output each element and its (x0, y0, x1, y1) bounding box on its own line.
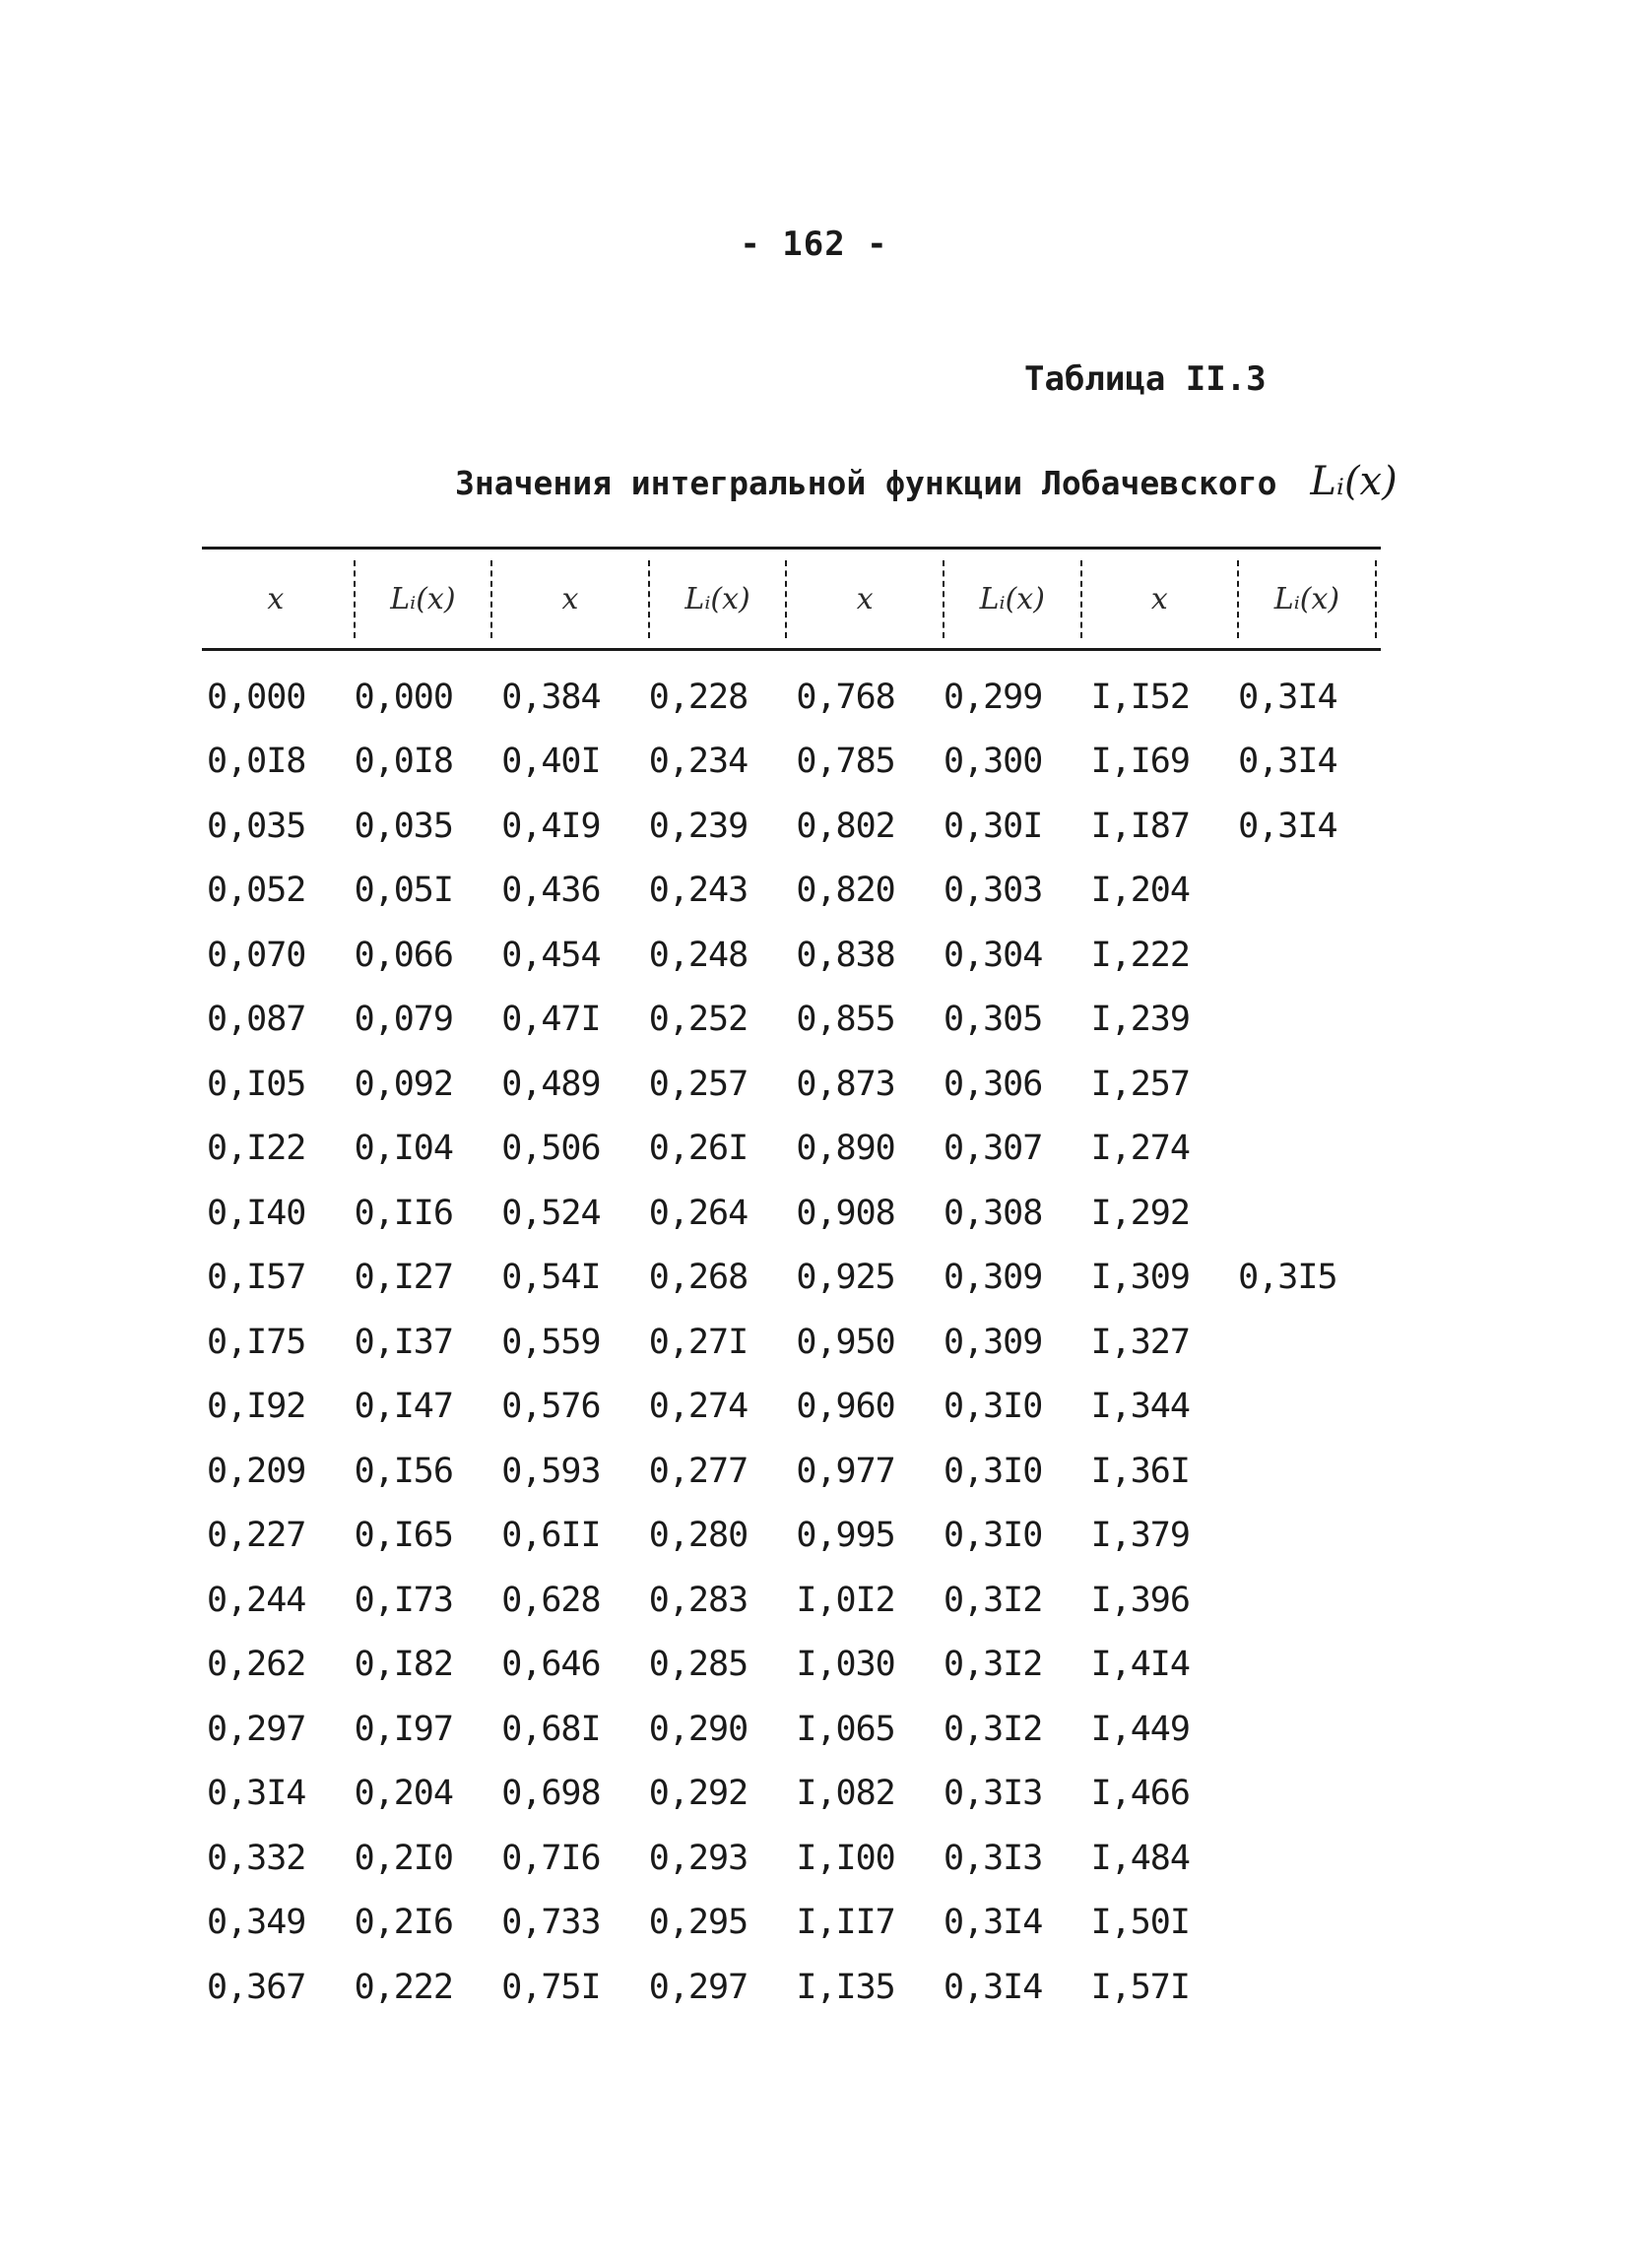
table-label: Таблица II.3 (1024, 359, 1267, 399)
cell-li: 0,306 (943, 1064, 1043, 1104)
cell-x: 0,4I9 (501, 806, 601, 846)
cell-x: 0,559 (501, 1322, 601, 1362)
cell-li: 0,I04 (354, 1129, 453, 1169)
cell-li: 0,3I3 (943, 1838, 1043, 1878)
cell-x: 0,I75 (207, 1322, 306, 1362)
header-x-4: x (1150, 581, 1168, 616)
cell-li: 0,3I0 (943, 1451, 1043, 1491)
table-row (202, 1181, 1381, 1246)
cell-x: I,344 (1090, 1387, 1190, 1427)
cell-li: 0,303 (943, 871, 1043, 911)
table-row (202, 730, 1381, 795)
table-row (202, 794, 1381, 859)
cell-li: 0,I73 (354, 1580, 453, 1620)
cell-x: I,222 (1090, 935, 1190, 975)
table-row (202, 1117, 1381, 1182)
cell-x: I,204 (1090, 871, 1190, 911)
header-li-2: Lᵢ(x) (644, 582, 792, 616)
cell-x: 0,785 (796, 742, 895, 782)
cell-li: 0,307 (943, 1129, 1043, 1169)
cell-x: 0,297 (207, 1709, 306, 1749)
cell-x: 0,995 (796, 1516, 895, 1556)
cell-x: I,I35 (796, 1967, 895, 2007)
cell-x: I,466 (1090, 1774, 1190, 1814)
cell-li: 0,066 (354, 935, 453, 975)
cell-x: 0,227 (207, 1516, 306, 1556)
cell-x: 0,698 (501, 1774, 601, 1814)
cell-li: 0,309 (943, 1322, 1043, 1362)
cell-x: I,082 (796, 1774, 895, 1814)
cell-li: 0,3I4 (1238, 677, 1337, 717)
cell-li: 0,2I6 (354, 1903, 453, 1943)
cell-x: 0,54I (501, 1258, 601, 1298)
cell-x: 0,070 (207, 935, 306, 975)
cell-li: 0,I65 (354, 1516, 453, 1556)
cell-li: 0,3I5 (1238, 1258, 1337, 1298)
cell-li: 0,3I3 (943, 1774, 1043, 1814)
table-row (202, 665, 1381, 730)
cell-li: 0,234 (648, 742, 749, 782)
cell-li: 0,243 (648, 871, 749, 911)
cell-x: 0,908 (796, 1193, 895, 1233)
cell-li: 0,II6 (354, 1193, 453, 1233)
table-row (202, 1375, 1381, 1440)
cell-x: 0,367 (207, 1967, 306, 2007)
caption-text: Значения интегральной функции Лобачевского (455, 464, 1277, 502)
cell-li: 0,I47 (354, 1387, 453, 1427)
cell-x: 0,873 (796, 1064, 895, 1104)
cell-x: 0,68I (501, 1709, 601, 1749)
cell-li: 0,277 (648, 1451, 749, 1491)
cell-li: 0,239 (648, 806, 749, 846)
cell-x: 0,576 (501, 1387, 601, 1427)
cell-x: I,I87 (1090, 806, 1190, 846)
cell-x: I,379 (1090, 1516, 1190, 1556)
cell-x: 0,I22 (207, 1129, 306, 1169)
table-body (202, 665, 1381, 2020)
cell-x: 0,000 (207, 677, 306, 717)
cell-x: 0,6II (501, 1516, 601, 1556)
cell-x: I,292 (1090, 1193, 1190, 1233)
table-row (202, 859, 1381, 924)
table-row (202, 923, 1381, 988)
header-x-3: x (856, 581, 874, 616)
cell-x: 0,0I8 (207, 742, 306, 782)
cell-li: 0,300 (943, 742, 1043, 782)
header-x-1: x (267, 581, 285, 616)
cell-x: I,274 (1090, 1129, 1190, 1169)
cell-li: 0,3I2 (943, 1580, 1043, 1620)
cell-li: 0,280 (648, 1516, 749, 1556)
cell-x: I,449 (1090, 1709, 1190, 1749)
cell-x: 0,838 (796, 935, 895, 975)
cell-x: 0,I05 (207, 1064, 306, 1104)
cell-li: 0,252 (648, 1000, 749, 1040)
cell-li: 0,27I (648, 1322, 749, 1362)
table-row (202, 1762, 1381, 1827)
cell-li: 0,I56 (354, 1451, 453, 1491)
cell-li: 0,0I8 (354, 742, 453, 782)
cell-x: 0,489 (501, 1064, 601, 1104)
cell-li: 0,3I2 (943, 1645, 1043, 1685)
cell-li: 0,000 (354, 677, 453, 717)
cell-li: 0,290 (648, 1709, 749, 1749)
cell-x: 0,7I6 (501, 1838, 601, 1878)
cell-x: I,0I2 (796, 1580, 895, 1620)
cell-x: 0,855 (796, 1000, 895, 1040)
cell-li: 0,304 (943, 935, 1043, 975)
cell-x: 0,960 (796, 1387, 895, 1427)
cell-x: I,4I4 (1090, 1645, 1190, 1685)
cell-li: 0,283 (648, 1580, 749, 1620)
cell-li: 0,3I4 (943, 1967, 1043, 2007)
cell-x: 0,75I (501, 1967, 601, 2007)
table-header-rule (202, 648, 1381, 651)
header-li-1: Lᵢ(x) (350, 582, 497, 616)
cell-li: 0,299 (943, 677, 1043, 717)
cell-x: 0,I57 (207, 1258, 306, 1298)
cell-li: 0,285 (648, 1645, 749, 1685)
lobachevsky-table (202, 547, 1381, 2020)
cell-x: 0,890 (796, 1129, 895, 1169)
cell-li: 0,2I0 (354, 1838, 453, 1878)
cell-x: 0,768 (796, 677, 895, 717)
cell-x: 0,733 (501, 1903, 601, 1943)
cell-li: 0,079 (354, 1000, 453, 1040)
cell-li: 0,3I0 (943, 1387, 1043, 1427)
table-row (202, 1891, 1381, 1956)
cell-x: 0,I92 (207, 1387, 306, 1427)
cell-li: 0,3I2 (943, 1709, 1043, 1749)
cell-li: 0,257 (648, 1064, 749, 1104)
caption-function: Lᵢ(x) (1310, 459, 1398, 504)
cell-x: I,II7 (796, 1903, 895, 1943)
cell-li: 0,26I (648, 1129, 749, 1169)
cell-x: I,309 (1090, 1258, 1190, 1298)
table-row (202, 1246, 1381, 1311)
cell-x: 0,332 (207, 1838, 306, 1878)
cell-li: 0,309 (943, 1258, 1043, 1298)
cell-li: 0,248 (648, 935, 749, 975)
cell-x: I,257 (1090, 1064, 1190, 1104)
cell-x: I,I69 (1090, 742, 1190, 782)
cell-x: I,36I (1090, 1451, 1190, 1491)
table-row (202, 988, 1381, 1053)
cell-li: 0,30I (943, 806, 1043, 846)
cell-x: I,I52 (1090, 677, 1190, 717)
cell-x: 0,593 (501, 1451, 601, 1491)
cell-x: 0,087 (207, 1000, 306, 1040)
cell-li: 0,292 (648, 1774, 749, 1814)
cell-x: 0,925 (796, 1258, 895, 1298)
cell-x: I,239 (1090, 1000, 1190, 1040)
cell-li: 0,I27 (354, 1258, 453, 1298)
cell-li: 0,I37 (354, 1322, 453, 1362)
cell-li: 0,3I0 (943, 1516, 1043, 1556)
cell-x: 0,035 (207, 806, 306, 846)
cell-li: 0,222 (354, 1967, 453, 2007)
cell-li: 0,I82 (354, 1645, 453, 1685)
table-row (202, 1310, 1381, 1375)
table-row (202, 1955, 1381, 2020)
cell-li: 0,05I (354, 871, 453, 911)
cell-x: 0,I40 (207, 1193, 306, 1233)
cell-li: 0,092 (354, 1064, 453, 1104)
cell-x: I,396 (1090, 1580, 1190, 1620)
cell-li: 0,308 (943, 1193, 1043, 1233)
cell-li: 0,3I4 (943, 1903, 1043, 1943)
header-li-4: Lᵢ(x) (1233, 582, 1381, 616)
cell-x: 0,646 (501, 1645, 601, 1685)
cell-x: 0,436 (501, 871, 601, 911)
cell-x: I,50I (1090, 1903, 1190, 1943)
table-row (202, 1504, 1381, 1569)
cell-li: 0,3I4 (1238, 742, 1337, 782)
cell-x: 0,950 (796, 1322, 895, 1362)
cell-x: I,327 (1090, 1322, 1190, 1362)
cell-x: 0,209 (207, 1451, 306, 1491)
cell-x: 0,262 (207, 1645, 306, 1685)
table-row (202, 1697, 1381, 1762)
header-li-3: Lᵢ(x) (939, 582, 1086, 616)
cell-li: 0,293 (648, 1838, 749, 1878)
page-number: - 162 - (740, 225, 888, 264)
cell-li: 0,264 (648, 1193, 749, 1233)
cell-x: I,065 (796, 1709, 895, 1749)
cell-li: 0,268 (648, 1258, 749, 1298)
cell-li: 0,295 (648, 1903, 749, 1943)
cell-li: 0,228 (648, 677, 749, 717)
table-row (202, 1439, 1381, 1504)
cell-x: 0,3I4 (207, 1774, 306, 1814)
cell-x: 0,506 (501, 1129, 601, 1169)
cell-li: 0,3I4 (1238, 806, 1337, 846)
cell-li: 0,035 (354, 806, 453, 846)
table-row (202, 1633, 1381, 1698)
cell-x: 0,244 (207, 1580, 306, 1620)
table-row (202, 1826, 1381, 1891)
cell-x: 0,384 (501, 677, 601, 717)
cell-x: 0,628 (501, 1580, 601, 1620)
cell-x: 0,524 (501, 1193, 601, 1233)
table-row (202, 1052, 1381, 1117)
cell-li: 0,274 (648, 1387, 749, 1427)
cell-li: 0,204 (354, 1774, 453, 1814)
cell-x: 0,802 (796, 806, 895, 846)
cell-x: I,I00 (796, 1838, 895, 1878)
cell-li: 0,I97 (354, 1709, 453, 1749)
table-header-row (202, 550, 1381, 648)
cell-x: 0,454 (501, 935, 601, 975)
cell-x: I,57I (1090, 1967, 1190, 2007)
cell-x: 0,47I (501, 1000, 601, 1040)
cell-x: 0,977 (796, 1451, 895, 1491)
header-x-2: x (561, 581, 579, 616)
cell-x: 0,052 (207, 871, 306, 911)
cell-x: I,030 (796, 1645, 895, 1685)
table-row (202, 1568, 1381, 1633)
cell-x: 0,820 (796, 871, 895, 911)
cell-li: 0,305 (943, 1000, 1043, 1040)
table-caption (455, 459, 1398, 504)
cell-li: 0,297 (648, 1967, 749, 2007)
cell-x: 0,40I (501, 742, 601, 782)
cell-x: 0,349 (207, 1903, 306, 1943)
cell-x: I,484 (1090, 1838, 1190, 1878)
